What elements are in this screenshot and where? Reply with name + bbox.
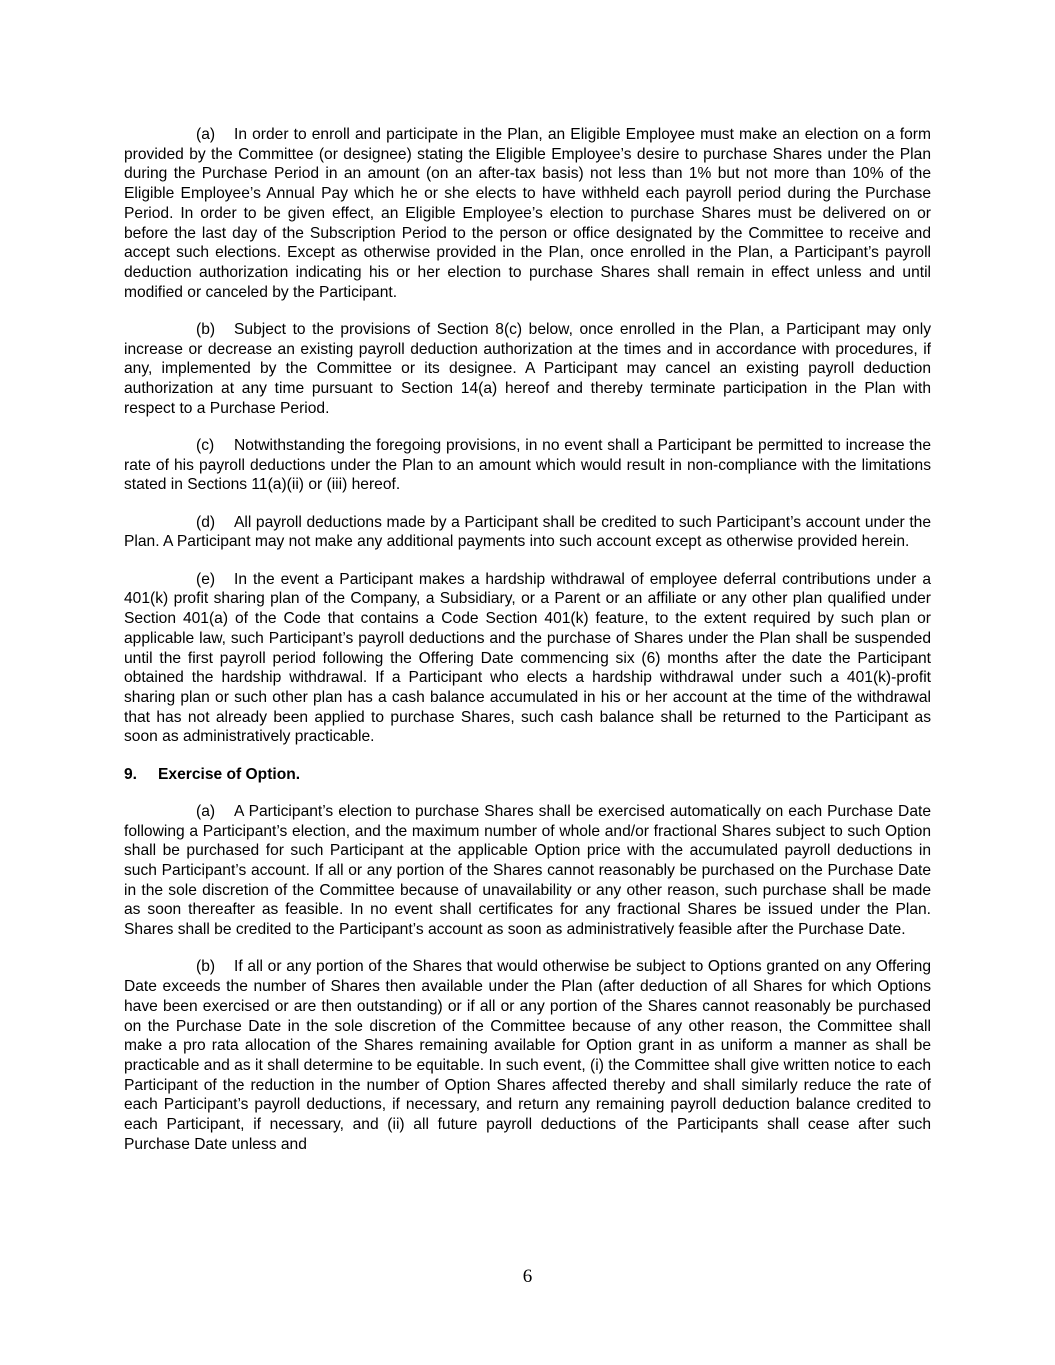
paragraph-9b (124, 957, 931, 1154)
paragraph-text: A Participant’s election to purchase Shares shall be exercised automatically on each Purchase Date following a Participant’s election, and the maximum number of whole and/or fractional Shares subject to such Option shall be purchased for such Participant at the applicable Option price with the accumulated payroll deductions in such Participant’s account. If all or any portion of the Shares cannot reasonably be purchased on the Purchase Date in the sole discretion of the Committee because of unavailability or any other reason, such purchase shall be made as soon thereafter as feasible. In no event shall certificates for any fractional Shares be issued under the Plan. Shares shall be credited to the Participant’s account as soon as administratively feasible after the Purchase Date. (124, 802, 931, 939)
paragraph-text: In order to enroll and participate in the Plan, an Eligible Employee must make an election on a form provided by the Committee (or designee) stating the Eligible Employee’s desire to purchase Shares under the Plan during the Purchase Period in an amount (on an after-tax basis) not less than 1% but not more than 10% of the Eligible Employee’s Annual Pay which he or she elects to have withheld each payroll period during the Purchase Period. In order to be given effect, an Eligible Employee’s election to purchase Shares must be delivered on or before the last day of the Subscription Period to the person or office designated by the Committee to receive and accept such elections. Except as otherwise provided in the Plan, once enrolled in the Plan, a Participant’s payroll deduction authorization indicating his or her election to purchase Shares shall remain in effect unless and until modified or canceled by the Participant. (124, 126, 931, 301)
section-number: 9. (124, 765, 138, 783)
paragraph-9a (124, 802, 931, 940)
paragraph-text: All payroll deductions made by a Participant shall be credited to such Participant’s account under the Plan. A Participant may not make any additional payments into such account except as otherwise provided herein. (124, 513, 931, 551)
paragraph-label: (a) (196, 126, 216, 143)
paragraph-text: In the event a Participant makes a hardship withdrawal of employee deferral contributions under a 401(k) profit sharing plan of the Company, a Subsidiary, or a Parent or an affiliate or any other plan qualified under Section 401(a) of the Code that contains a Code Section 401(k) feature, to the extent required by such plan or applicable law, such Participant’s payroll deductions and the purchase of Shares under the Plan shall be suspended until the first payroll period following the Offering Date commencing six (6) months after the date the Participant obtained the hardship withdrawal. If a Participant who elects a hardship withdrawal under such a 401(k)-profit sharing plan or such other plan has a cash balance accumulated in his or her account at the time of the withdrawal that has not already been applied to purchase Shares, such cash balance shall be returned to the Participant as soon as administratively practicable. (124, 570, 931, 746)
paragraph-text: If all or any portion of the Shares that would otherwise be subject to Options granted on any Offering Date exceeds the number of Shares then available under the Plan (after deduction of all Shares for which Options have been exercised or are then outstanding) or if all or any portion of the Shares cannot reasonably be purchased on the Purchase Date in the sole discretion of the Committee because of any other reason, the Committee shall make a pro rata allocation of the Shares remaining available for Option grant in as uniform a manner as shall be practicable and as it shall determine to be equitable. In such event, (i) the Committee shall give written notice to each Participant of the reduction in the number of Option Shares affected thereby and shall similarly reduce the rate of each Participant’s payroll deductions, if necessary, and return any remaining payroll deduction balance credited to each Participant, if necessary, and (ii) all future payroll deductions of the Participants shall cease after such Purchase Date unless and (124, 958, 931, 1153)
paragraph-label: (a) (196, 802, 216, 820)
document-body (124, 125, 931, 1172)
paragraph-label: (c) (196, 437, 215, 455)
paragraph-8e (124, 570, 931, 747)
paragraph-label: (e) (196, 570, 216, 588)
paragraph-8c (124, 436, 931, 495)
paragraph-label: (b) (196, 320, 216, 338)
section-title: Exercise of Option. (158, 765, 301, 783)
paragraph-text: Notwithstanding the foregoing provisions, in no event shall a Participant be permitted to increase the rate of his payroll deductions under the Plan to an amount which would result in non-compliance with the limitations stated in Sections 11(a)(ii) or (iii) hereof. (124, 437, 931, 494)
paragraph-label: (d) (196, 513, 216, 531)
paragraph-8d (124, 513, 931, 552)
page-number: 6 (522, 1266, 533, 1287)
paragraph-8b (124, 320, 931, 419)
section-heading (124, 765, 931, 785)
paragraph-8a (124, 125, 931, 302)
paragraph-label: (b) (196, 958, 216, 976)
paragraph-text: Subject to the provisions of Section 8(c) below, once enrolled in the Plan, a Participant may only increase or decrease an existing payroll deduction authorization at the times and in accordance with procedures, if any, implemented by the Committee or its designee. A Participant may cancel an existing payroll deduction authorization at any time pursuant to Section 14(a) hereof and thereby terminate participation in the Plan with respect to a Purchase Period. (124, 320, 931, 417)
